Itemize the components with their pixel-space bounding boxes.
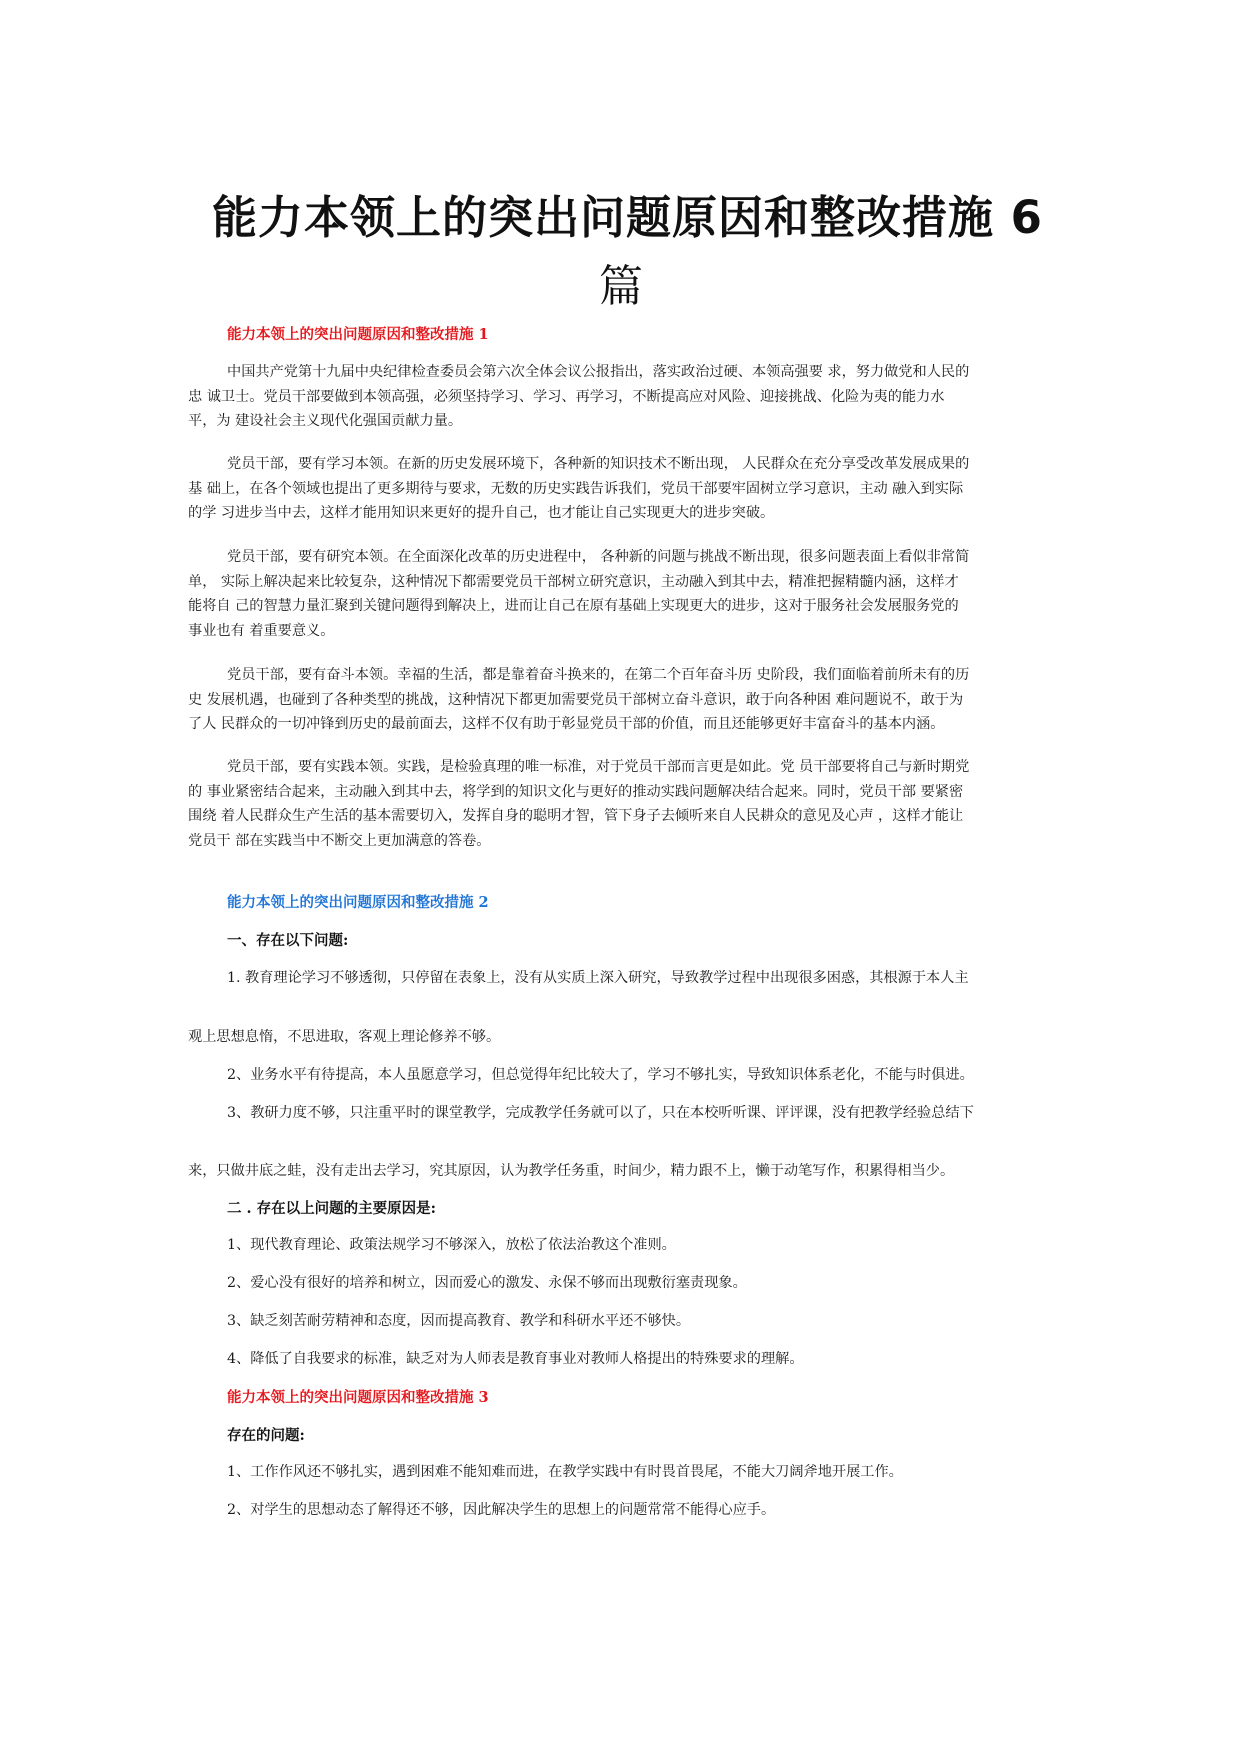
list-item-continuation: 来，只做井底之蛙，没有走出去学习，究其原因，认为教学任务重，时间少，精力跟不上，懒于动笔写作，积累得相当少。	[188, 1163, 955, 1179]
text-line: 党员干部，要有奋斗本领。幸福的生活，都是靠着奋斗换来的，在第二个百年奋斗历 史阶段，我们面临着前所未有的历	[227, 667, 970, 683]
section-1-paragraph-2	[188, 452, 969, 526]
text-line: 事业也有 着重要意义。	[188, 622, 335, 639]
list-item: 1、工作作风还不够扎实，遇到困难不能知难而进，在教学实践中有时畏首畏尾，不能大刀阔斧地开展工作。	[227, 1464, 903, 1480]
list-item: 4、降低了自我要求的标准，缺乏对为人师表是教育事业对教师人格提出的特殊要求的理解。	[227, 1351, 804, 1367]
text-line: 能将自 己的智慧力量汇聚到关键问题得到解决上，进而让自己在原有基础上实现更大的进步，这对于服务社会发展服务党的	[188, 598, 959, 614]
list-item: 3、缺乏刻苦耐劳精神和态度，因而提高教育、教学和科研水平还不够快。	[227, 1313, 691, 1329]
text-line: 单， 实际上解决起来比较复杂，这种情况下都需要党员干部树立研究意识，主动融入到其中去，精准把握精髓内涵，这样才	[188, 573, 959, 590]
list-item: 2、爱心没有很好的培养和树立，因而爱心的激发、永保不够而出现敷衍塞责现象。	[227, 1275, 747, 1291]
text-line: 党员干部，要有研究本领。在全面深化改革的历史进程中， 各种新的问题与挑战不断出现，很多问题表面上看似非常简	[227, 549, 970, 565]
list-item: 3、教研力度不够，只注重平时的课堂教学，完成教学任务就可以了，只在本校听听课、评评课，没有把教学经验总结下	[227, 1105, 974, 1121]
list-item: 1. 教育理论学习不够透彻，只停留在表象上，没有从实质上深入研究，导致教学过程中出现很多困惑，其根源于本人主	[227, 970, 969, 986]
text-line: 史 发展机遇，也碰到了各种类型的挑战，这种情况下都更加需要党员干部树立奋斗意识，敢于向各种困 难问题说不，敢于为	[188, 691, 964, 708]
text-line: 中国共产党第十九届中央纪律检查委员会第六次全体会议公报指出，落实政治过硬、本领高强要 求，努力做党和人民的	[227, 364, 970, 380]
section-2-heading: 能力本领上的突出问题原因和整改措施 2	[227, 894, 489, 911]
text-line: 围绕 着人民群众生产生活的基本需要切入，发挥自身的聪明才智，管下身子去倾听来自人民耕众的意见及心声 ，这样才能让	[188, 808, 964, 824]
section-1-paragraph-3	[188, 545, 969, 643]
list-item-continuation: 观上思想息惰，不思进取，客观上理论修养不够。	[188, 1029, 501, 1045]
list-item: 2、业务水平有待提高，本人虽愿意学习，但总觉得年纪比较大了，学习不够扎实，导致知识体系老化，不能与时俱进。	[227, 1067, 974, 1083]
document-title: 能力本领上的突出问题原因和整改措施 6	[212, 191, 1043, 244]
text-line: 党员干 部在实践当中不断交上更加满意的答卷。	[188, 832, 491, 849]
section-1-paragraph-5	[188, 755, 969, 853]
text-line: 平，为 建设社会主义现代化强国贡献力量。	[188, 413, 463, 429]
text-line: 的学 习进步当中去，这样才能用知识来更好的提升自己，也才能让自己实现更大的进步突破。	[188, 505, 775, 521]
text-line: 党员干部，要有学习本领。在新的历史发展环境下，各种新的知识技术不断出现， 人民群众在充分享受改革发展成果的	[227, 456, 970, 472]
text-line: 党员干部，要有实践本领。实践，是检验真理的唯一标准，对于党员干部而言更是如此。党 员干部要将自己与新时期党	[227, 759, 970, 775]
section-2-subheading-causes: 二 . 存在以上问题的主要原因是:	[227, 1200, 436, 1217]
text-line: 了人 民群众的一切冲锋到历史的最前面去，这样不仅有助于彰显党员干部的价值，而且还能够更好丰富奋斗的基本内涵。	[188, 716, 945, 732]
text-line: 忠 诚卫士。党员干部要做到本领高强，必须坚持学习、学习、再学习，不断提高应对风险、迎接挑战、化险为夷的能力水	[188, 388, 945, 405]
section-2-subheading-problems: 一、存在以下问题:	[227, 932, 349, 949]
section-1-heading: 能力本领上的突出问题原因和整改措施 1	[227, 326, 489, 343]
list-item: 1、现代教育理论、政策法规学习不够深入，放松了依法治教这个准则。	[227, 1237, 676, 1253]
section-3-subheading-problems: 存在的问题:	[227, 1427, 305, 1444]
text-line: 的 事业紧密结合起来，主动融入到其中去，将学到的知识文化与更好的推动实践问题解决结合起来。同时，党员干部 要紧密	[188, 783, 964, 800]
section-1-paragraph-1	[188, 360, 969, 434]
section-1-paragraph-4	[188, 663, 969, 737]
text-line: 基 础上，在各个领域也提出了更多期待与要求，无数的历史实践告诉我们，党员干部要牢固树立学习意识，主动 融入到实际	[188, 480, 964, 497]
section-3-heading: 能力本领上的突出问题原因和整改措施 3	[227, 1389, 489, 1406]
list-item: 2、对学生的思想动态了解得还不够，因此解决学生的思想上的问题常常不能得心应手。	[227, 1502, 776, 1518]
document-title-continued: 篇	[599, 261, 643, 312]
